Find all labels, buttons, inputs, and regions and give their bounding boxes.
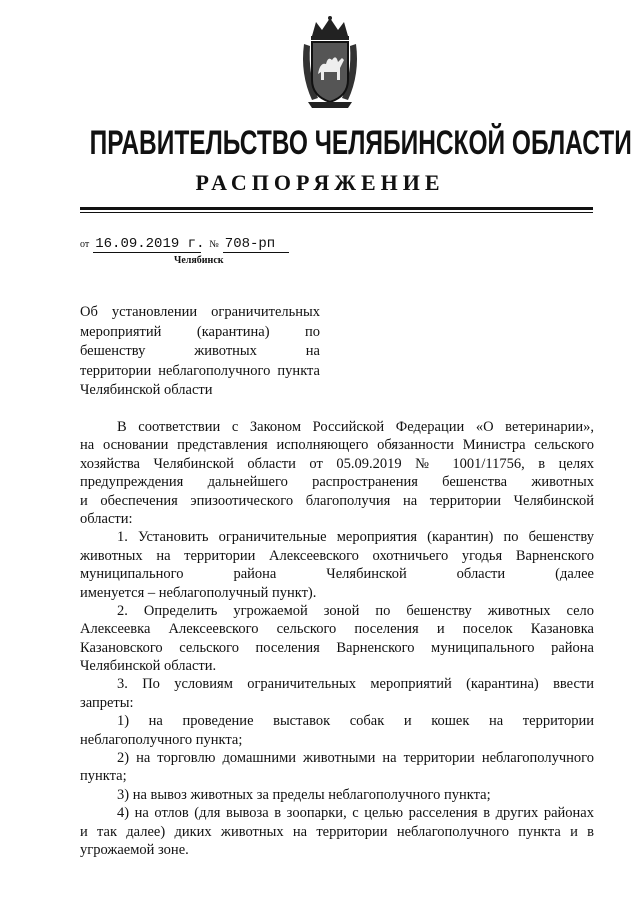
body-line: угрожаемой зоне. [80,841,189,858]
coat-of-arms-icon [298,14,362,112]
body-line: муниципального района Челябинской области (далее [80,566,594,583]
body-line: предупреждения дальнейшего распространения бешенства животных [80,474,594,491]
body-line: Челябинской области. [80,658,217,675]
body-line: В соответствии с Законом Российской Федерации «О ветеринарии», [117,419,594,435]
date-prefix: от [80,239,90,250]
body-line: 3. По условиям ограничительных мероприятий (карантина) ввести [117,676,594,693]
subject-line: Челябинской области [80,382,213,398]
body-line: 2. Определить угрожаемой зоной по бешенству животных село [117,602,594,619]
body-line: 2) на торговлю домашними животными на территории неблагополучного [117,750,594,767]
subject-line: территории неблагополучного пункта [80,362,320,379]
document-body [80,418,594,859]
body-line: Алексеевка Алексеевского сельского поселения и поселок Казановка [80,621,594,638]
subject-line: мероприятий (карантина) по [80,323,320,340]
body-line: 1. Установить ограничительные мероприятия (карантин) по бешенству [117,529,594,546]
document-date-row [80,234,289,254]
header-rule-thin [80,212,593,213]
body-line: на основании представления исполняющего обязанности Министра сельского [80,437,594,454]
body-line: хозяйства Челябинской области от 05.09.2019 № 1001/11756, в целях [80,455,594,472]
body-line: и обеспечения эпизоотического благополучия на территории Челябинской [80,492,594,509]
body-line: 4) на отлов (для вывоза в зоопарки, с целью расселения в других районах [117,805,594,822]
body-line: животных на территории Алексеевского охотничьего угодья Варненского [80,547,594,564]
document-subject [80,303,320,401]
document-number: 708-рп [223,236,289,253]
body-line: запреты: [80,694,134,711]
subject-line: бешенству животных на [80,343,320,359]
government-title: ПРАВИТЕЛЬСТВО ЧЕЛЯБИНСКОЙ ОБЛАСТИ [89,124,632,162]
body-line: именуется – неблагополучный пункт). [80,584,317,601]
body-line: Казановского сельского поселения Варненского муниципального района [80,639,594,656]
body-line: 3) на вывоз животных за пределы неблагополучного пункта; [117,786,491,803]
number-prefix: № [209,239,219,250]
body-line: и так далее) диких животных на территории неблагополучного пункта и в [80,823,594,840]
document-type: РАСПОРЯЖЕНИЕ [195,170,445,195]
document-city: Челябинск [174,255,224,266]
body-line: пункта; [80,768,127,785]
subject-line: Об установлении ограничительных [80,304,320,320]
document-date: 16.09.2019 г. [95,236,205,252]
body-line: неблагополучного пункта; [80,731,243,748]
header-rule-thick [80,207,593,210]
body-line: области: [80,510,133,527]
body-line: 1) на проведение выставок собак и кошек на территории [117,713,594,730]
